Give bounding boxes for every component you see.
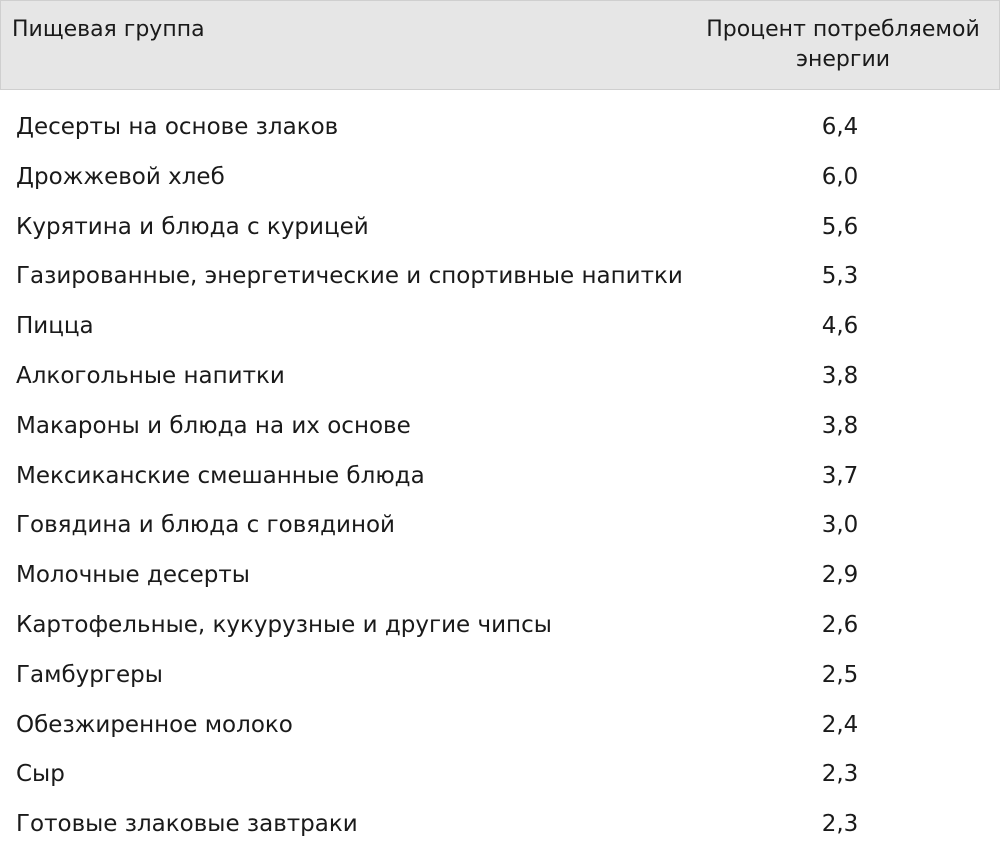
row-energy-percent: 3,0 bbox=[821, 512, 859, 539]
row-energy-percent: 4,6 bbox=[821, 313, 859, 340]
row-food-group: Газированные, энергетические и спортивные напитки bbox=[16, 263, 683, 290]
header-energy-percent-line1: Процент потребляемой bbox=[706, 17, 980, 42]
header-food-group: Пищевая группа bbox=[12, 17, 205, 42]
row-food-group: Картофельные, кукурузные и другие чипсы bbox=[16, 611, 552, 638]
row-food-group: Обезжиренное молоко bbox=[16, 711, 293, 738]
row-food-group: Мексиканские смешанные блюда bbox=[16, 462, 425, 489]
row-energy-percent: 3,7 bbox=[821, 462, 859, 489]
row-food-group: Макароны и блюда на их основе bbox=[16, 412, 411, 439]
table-row bbox=[0, 551, 1000, 601]
table-row bbox=[0, 203, 1000, 253]
row-food-group: Алкогольные напитки bbox=[16, 362, 285, 389]
table-header bbox=[0, 0, 1000, 90]
table-row bbox=[0, 651, 1000, 701]
row-energy-percent: 2,5 bbox=[821, 661, 859, 688]
row-food-group: Курятина и блюда с курицей bbox=[16, 213, 369, 240]
table-row bbox=[0, 750, 1000, 800]
table-row bbox=[0, 302, 1000, 352]
header-energy-percent-line2: энергии bbox=[795, 47, 891, 72]
row-food-group: Десерты на основе злаков bbox=[16, 114, 339, 140]
row-energy-percent: 6,4 bbox=[821, 114, 859, 140]
row-energy-percent: 6,0 bbox=[821, 163, 859, 190]
row-energy-percent: 3,8 bbox=[821, 362, 859, 389]
row-energy-percent: 2,6 bbox=[821, 611, 859, 638]
row-energy-percent: 2,3 bbox=[821, 811, 859, 838]
row-energy-percent: 5,6 bbox=[821, 213, 859, 240]
row-food-group: Гамбургеры bbox=[16, 661, 163, 688]
row-energy-percent: 5,3 bbox=[821, 263, 859, 290]
row-food-group: Сыр bbox=[16, 761, 65, 788]
header-energy-percent bbox=[689, 15, 997, 75]
row-food-group: Молочные десерты bbox=[16, 562, 250, 589]
table-row bbox=[0, 701, 1000, 751]
row-food-group: Готовые злаковые завтраки bbox=[16, 811, 358, 838]
row-energy-percent: 2,9 bbox=[821, 562, 859, 589]
table-row bbox=[0, 103, 1000, 153]
row-energy-percent: 3,8 bbox=[821, 412, 859, 439]
table-row bbox=[0, 352, 1000, 402]
row-food-group: Говядина и блюда с говядиной bbox=[16, 512, 396, 539]
row-energy-percent: 2,3 bbox=[821, 761, 859, 788]
table-row bbox=[0, 252, 1000, 302]
table-row bbox=[0, 800, 1000, 850]
row-food-group: Пицца bbox=[16, 313, 94, 340]
table-body bbox=[0, 103, 1000, 850]
table-row bbox=[0, 452, 1000, 502]
table-row bbox=[0, 153, 1000, 203]
table-row bbox=[0, 402, 1000, 452]
row-energy-percent: 2,4 bbox=[821, 711, 859, 738]
table-row bbox=[0, 601, 1000, 651]
table-row bbox=[0, 501, 1000, 551]
row-food-group: Дрожжевой хлеб bbox=[16, 163, 225, 190]
